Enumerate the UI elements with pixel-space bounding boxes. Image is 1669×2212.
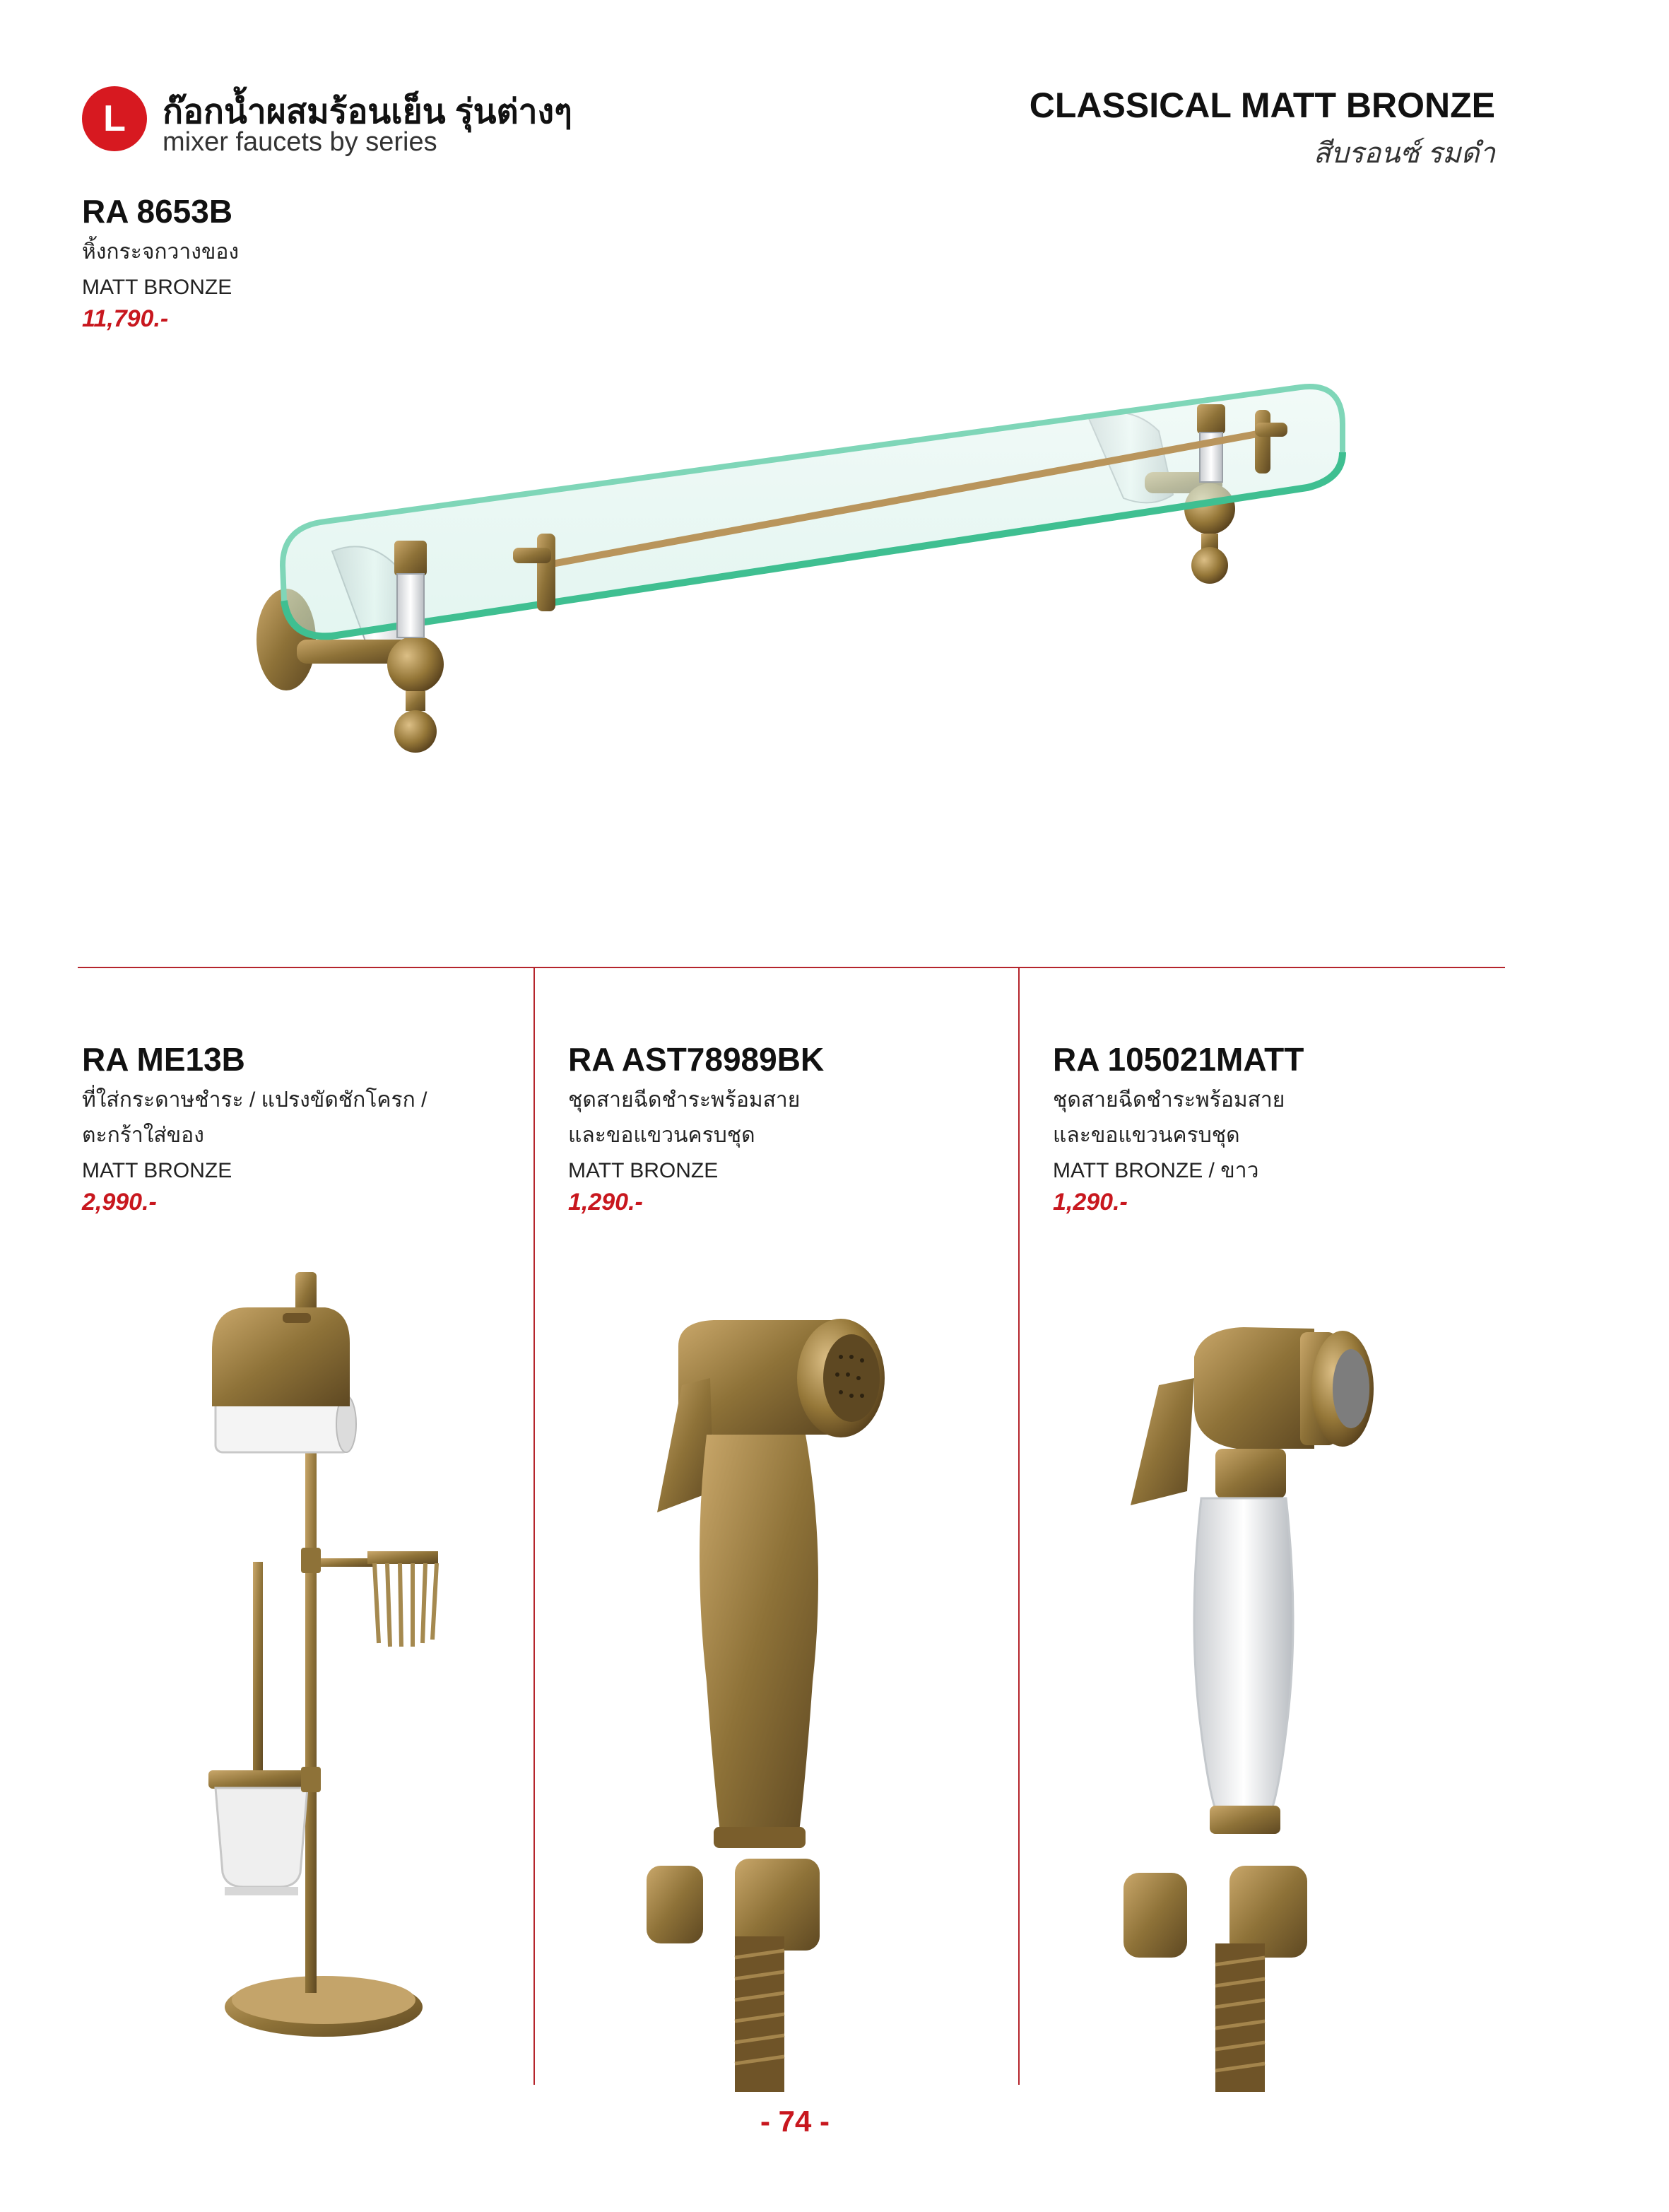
product-description: ชุดสายฉีดชำระพร้อมสาย [568,1088,801,1112]
product-finish: MATT BRONZE / ขาว [1053,1159,1259,1182]
product-description: ที่ใส่กระดาษชำระ / แปรงขัดชักโครก / [82,1088,427,1112]
product-finish: MATT BRONZE [82,1159,232,1182]
product-code: RA 105021MATT [1053,1041,1304,1078]
product-description-line2: และขอแขวนครบชุด [1053,1124,1240,1147]
product-price: 11,790.- [82,305,169,332]
product-description: ชุดสายฉีดชำระพร้อมสาย [1053,1088,1285,1112]
product-finish: MATT BRONZE [82,276,232,299]
product-price: 2,990.- [82,1189,157,1216]
product-code: RA AST78989BK [568,1041,825,1078]
product-description-line2: ตะกร้าใส่ของ [82,1124,204,1147]
section-title-thai: ก๊อกน้ำผสมร้อนเย็น รุ่นต่างๆ [163,93,572,131]
product-price: 1,290.- [568,1189,643,1216]
product-finish: MATT BRONZE [568,1159,719,1182]
product-code: RA ME13B [82,1041,245,1078]
series-title-thai: สีบรอนซ์ รมดำ [1313,138,1495,169]
product-code: RA 8653B [82,193,233,230]
section-title-english: mixer faucets by series [163,127,437,157]
page-number: - 74 - [760,2105,830,2138]
section-badge: L [82,86,147,151]
product-description-line2: และขอแขวนครบชุด [568,1124,755,1147]
series-title-english: CLASSICAL MATT BRONZE [1029,86,1495,125]
product-price: 1,290.- [1053,1189,1128,1216]
product-description: หิ้งกระจกวางของ [82,240,240,264]
